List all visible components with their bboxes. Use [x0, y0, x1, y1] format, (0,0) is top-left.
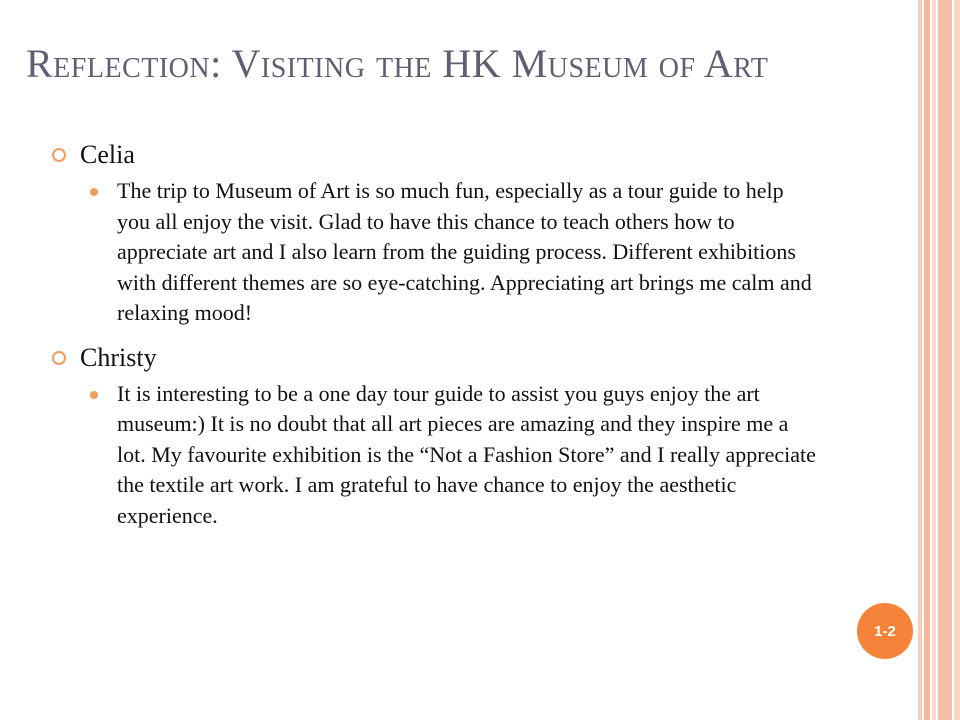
ring-bullet-icon — [52, 351, 66, 365]
reflection-celia — [50, 138, 870, 329]
page-number-badge: 1-2 — [857, 603, 913, 659]
decorative-stripe — [924, 0, 930, 720]
reflection-body — [90, 176, 870, 329]
reflection-text: It is interesting to be a one day tour guide to assist you guys enjoy the art museum:) It is no doubt that all art pieces are amazing and they inspire me a lot. My favourite exhibition is the “Not a Fashion Store” and I really appreciate the textile art work. I am grateful to have chance to enjoy the aesthetic experience. — [117, 380, 816, 528]
dot-bullet-icon — [90, 391, 98, 399]
reflection-body — [90, 379, 870, 532]
slide-title: Reflection: Visiting the HK Museum of Art — [26, 41, 769, 86]
reflection-header — [50, 341, 870, 375]
decorative-stripe — [932, 0, 936, 720]
slide-content — [50, 138, 870, 531]
decorative-stripe — [954, 0, 960, 720]
reflection-text: The trip to Museum of Art is so much fun, especially as a tour guide to help you all enjoy the visit. Glad to have this chance to teach others how to appreciate art and I also learn from the guiding process. Different exhibitions with different themes are so eye-catching. Appreciating art brings me calm and relaxing mood! — [117, 178, 812, 325]
ring-bullet-icon — [52, 148, 66, 162]
decorative-stripe — [938, 0, 952, 720]
reflection-christy — [50, 341, 870, 532]
reflection-author: Celia — [80, 140, 135, 169]
decorative-stripe — [918, 0, 922, 720]
dot-bullet-icon — [90, 188, 98, 196]
reflection-author: Christy — [80, 342, 157, 372]
reflection-header — [50, 138, 870, 172]
